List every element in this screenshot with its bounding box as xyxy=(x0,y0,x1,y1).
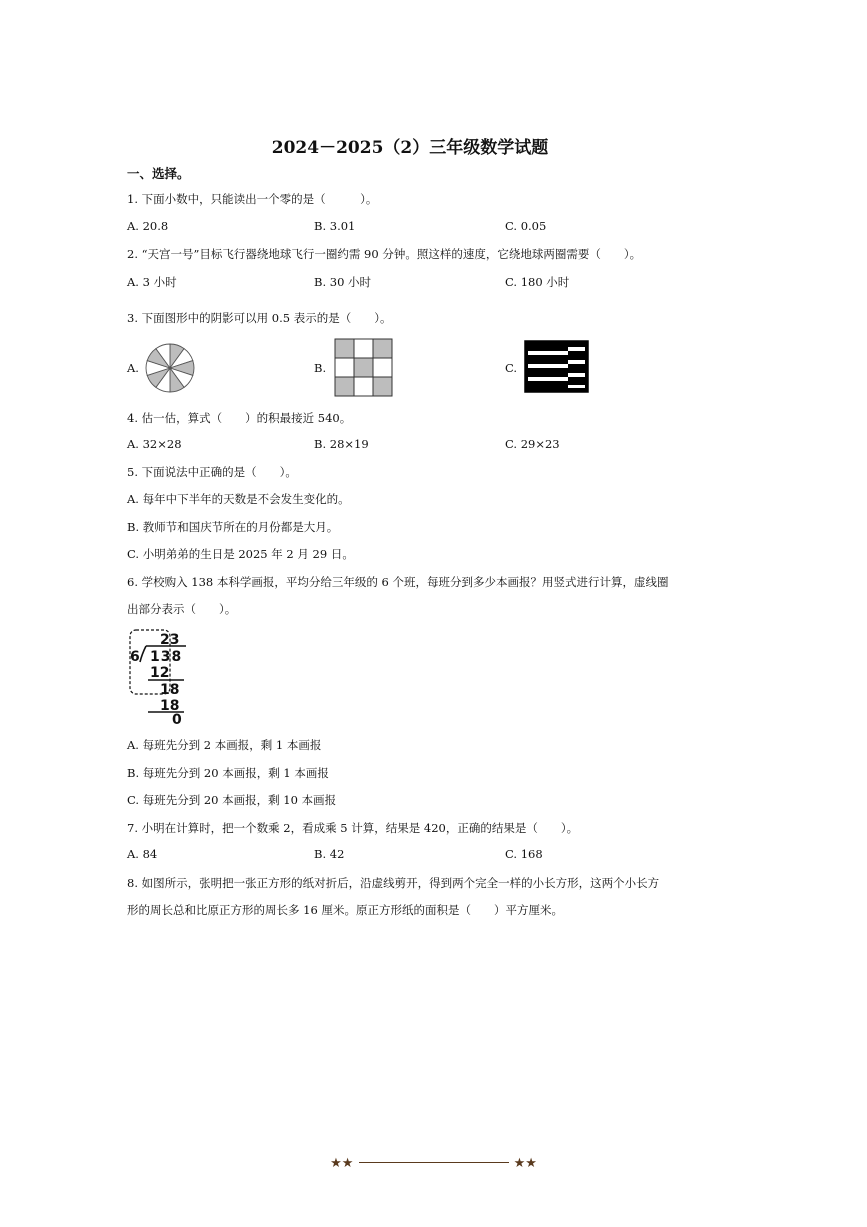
q2-option-c: C. 180 小时 xyxy=(505,275,570,289)
q1-option-a: A. 20.8 xyxy=(127,219,169,233)
footer-rule xyxy=(359,1162,509,1163)
question-5: 5. 下面说法中正确的是（ ）。 xyxy=(127,465,297,479)
q6-option-c: C. 每班先分到 20 本画报，剩 10 本画报 xyxy=(127,793,337,807)
division-remainder-1: 18 xyxy=(160,682,180,698)
question-1: 1. 下面小数中，只能读出一个零的是（ ）。 xyxy=(127,192,378,206)
q4-option-a: A. 32×28 xyxy=(127,437,182,451)
division-step-1: 12 xyxy=(150,665,170,681)
q5-option-b: B. 教师节和国庆节所在的月份都是大月。 xyxy=(127,520,339,534)
q2-option-b: B. 30 小时 xyxy=(314,275,372,289)
q1-option-c: C. 0.05 xyxy=(505,219,547,233)
q5-option-a: A. 每年中下半年的天数是不会发生变化的。 xyxy=(127,492,350,506)
q4-option-b: B. 28×19 xyxy=(314,437,369,451)
q3-option-c: C. xyxy=(505,361,518,375)
footer-stars-right: ★★ xyxy=(513,1156,537,1171)
footer-ornament xyxy=(0,1152,867,1171)
q6-option-a: A. 每班先分到 2 本画报，剩 1 本画报 xyxy=(127,738,322,752)
shaded-grid-figure xyxy=(334,338,394,398)
question-8-line-2: 形的周长总和比原正方形的周长多 16 厘米。原正方形纸的面积是（ ）平方厘米。 xyxy=(127,903,563,917)
q2-option-a: A. 3 小时 xyxy=(127,275,177,289)
division-dividend: 138 xyxy=(150,649,183,665)
question-7: 7. 小明在计算时，把一个数乘 2，看成乘 5 计算，结果是 420，正确的结果是（ ）。 xyxy=(127,821,579,835)
footer-stars-left: ★★ xyxy=(330,1156,354,1171)
q7-option-a: A. 84 xyxy=(127,847,158,861)
shaded-circle-figure xyxy=(144,342,196,394)
q6-option-b: B. 每班先分到 20 本画报，剩 1 本画报 xyxy=(127,766,329,780)
q5-option-c: C. 小明弟弟的生日是 2025 年 2 月 29 日。 xyxy=(127,547,354,561)
question-6-line-1: 6. 学校购入 138 本科学画报，平均分给三年级的 6 个班，每班分到多少本画报？用竖式进行计算，虚线圈 xyxy=(127,575,669,589)
q3-option-a: A. xyxy=(127,361,139,375)
division-divisor: 6 xyxy=(130,649,140,665)
division-result: 0 xyxy=(172,712,182,726)
question-4: 4. 估一估，算式（ ）的积最接近 540。 xyxy=(127,411,352,425)
q3-option-b: B. xyxy=(314,361,327,375)
q7-option-b: B. 42 xyxy=(314,847,345,861)
long-division-figure xyxy=(124,626,194,726)
q1-option-b: B. 3.01 xyxy=(314,219,356,233)
division-step-2: 18 xyxy=(160,698,180,714)
question-6-line-2: 出部分表示（ ）。 xyxy=(127,602,237,616)
division-quotient: 23 xyxy=(160,632,180,648)
page-title: 2024－2025（2）三年级数学试题 xyxy=(271,138,549,158)
question-2: 2. “天宫一号”目标飞行器绕地球飞行一圈约需 90 分钟。照这样的速度，它绕地球两圈需要（ ）。 xyxy=(127,247,642,261)
section-heading: 一、选择。 xyxy=(127,166,190,181)
question-8-line-1: 8. 如图所示，张明把一张正方形的纸对折后，沿虚线剪开，得到两个完全一样的小长方形，这两个小长方 xyxy=(127,876,660,890)
question-3: 3. 下面图形中的阴影可以用 0.5 表示的是（ ）。 xyxy=(127,311,392,325)
q7-option-c: C. 168 xyxy=(505,847,543,861)
q4-option-c: C. 29×23 xyxy=(505,437,560,451)
shaded-stripes-figure xyxy=(524,340,590,394)
